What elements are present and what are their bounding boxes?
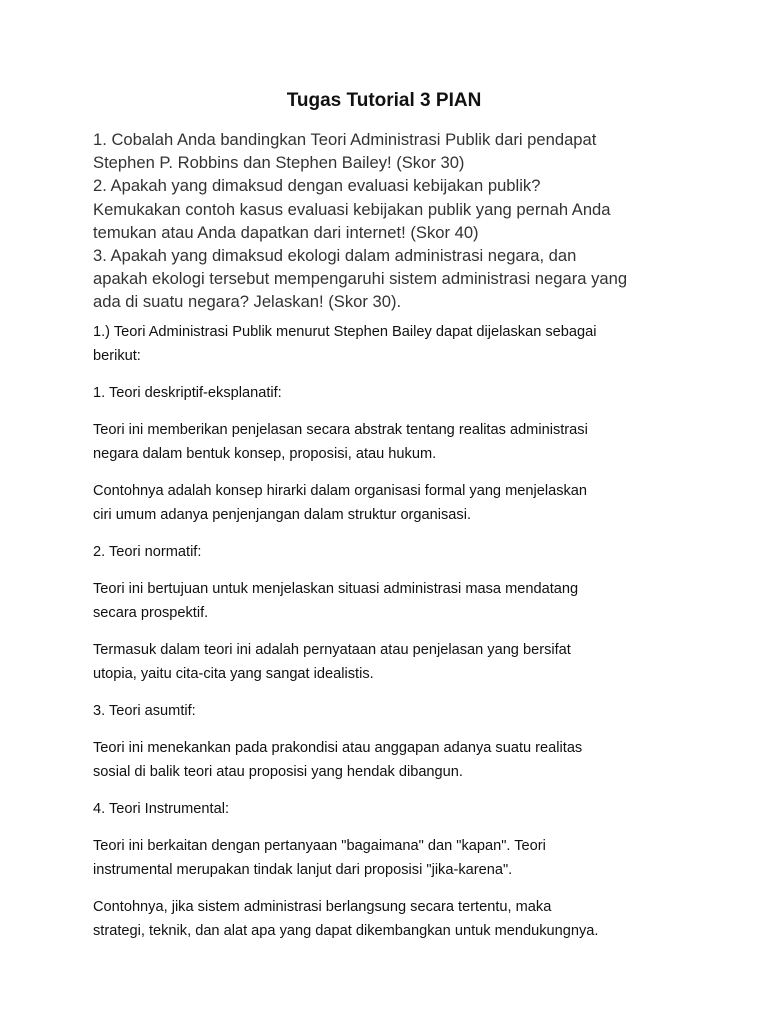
text-line: Contohnya adalah konsep hirarki dalam organisasi formal yang menjelaskan — [93, 483, 588, 499]
example-teori-instrumental — [93, 895, 693, 943]
text-line: Termasuk dalam teori ini adalah pernyataan atau penjelasan yang bersifat — [93, 642, 571, 658]
text-line: Teori ini bertujuan untuk menjelaskan situasi administrasi masa mendatang — [93, 581, 579, 597]
question-line: temukan atau Anda dapatkan dari internet! (Skor 40) — [93, 222, 479, 242]
text-line: sosial di balik teori atau proposisi yang hendak dibangun. — [93, 764, 463, 780]
question-line: Kemukakan contoh kasus evaluasi kebijakan publik yang pernah Anda — [93, 199, 611, 219]
document-title: Tugas Tutorial 3 PIAN — [286, 90, 482, 111]
text-line: Contohnya, jika sistem administrasi berlangsung secara tertentu, maka — [93, 899, 552, 915]
text-line: strategi, teknik, dan alat apa yang dapat dikembangkan untuk mendukungnya. — [93, 923, 599, 939]
heading-teori-asumtif — [93, 699, 693, 723]
question-line: apakah ekologi tersebut mempengaruhi sistem administrasi negara yang — [93, 269, 628, 289]
question-list — [93, 128, 693, 314]
text-line: Teori ini menekankan pada prakondisi atau anggapan adanya suatu realitas — [93, 740, 583, 756]
text-line: 4. Teori Instrumental: — [93, 801, 230, 817]
body-teori-deskriptif — [93, 418, 693, 466]
example-teori-normatif — [93, 638, 693, 686]
question-line: Stephen P. Robbins dan Stephen Bailey! (Skor 30) — [93, 153, 465, 173]
text-line: ciri umum adanya penjenjangan dalam struktur organisasi. — [93, 507, 472, 523]
text-line: instrumental merupakan tindak lanjut dari proposisi "jika-karena". — [93, 862, 513, 878]
heading-teori-normatif — [93, 540, 693, 564]
text-line: berikut: — [93, 348, 141, 364]
text-line: Teori ini berkaitan dengan pertanyaan "bagaimana" dan "kapan". Teori — [93, 838, 546, 854]
answer-body — [93, 320, 693, 956]
question-line: 3. Apakah yang dimaksud ekologi dalam administrasi negara, dan — [93, 246, 577, 266]
question-line: 1. Cobalah Anda bandingkan Teori Administrasi Publik dari pendapat — [93, 130, 597, 149]
heading-teori-deskriptif — [93, 381, 693, 405]
intro-paragraph — [93, 320, 693, 368]
text-line: utopia, yaitu cita-cita yang sangat idealistis. — [93, 666, 374, 682]
body-teori-normatif — [93, 577, 693, 625]
body-teori-instrumental — [93, 834, 693, 882]
text-line: 1. Teori deskriptif-eksplanatif: — [93, 385, 282, 401]
text-line: negara dalam bentuk konsep, proposisi, atau hukum. — [93, 446, 437, 462]
text-line: 2. Teori normatif: — [93, 544, 202, 560]
question-line: 2. Apakah yang dimaksud dengan evaluasi kebijakan publik? — [93, 176, 541, 196]
text-line: 3. Teori asumtif: — [93, 703, 196, 719]
body-teori-asumtif — [93, 736, 693, 784]
question-line: ada di suatu negara? Jelaskan! (Skor 30). — [93, 292, 402, 312]
text-line: 1.) Teori Administrasi Publik menurut Stephen Bailey dapat dijelaskan sebagai — [93, 324, 597, 340]
text-line: secara prospektif. — [93, 605, 209, 621]
heading-teori-instrumental — [93, 797, 693, 821]
text-line: Teori ini memberikan penjelasan secara abstrak tentang realitas administrasi — [93, 422, 588, 438]
example-teori-deskriptif — [93, 479, 693, 527]
